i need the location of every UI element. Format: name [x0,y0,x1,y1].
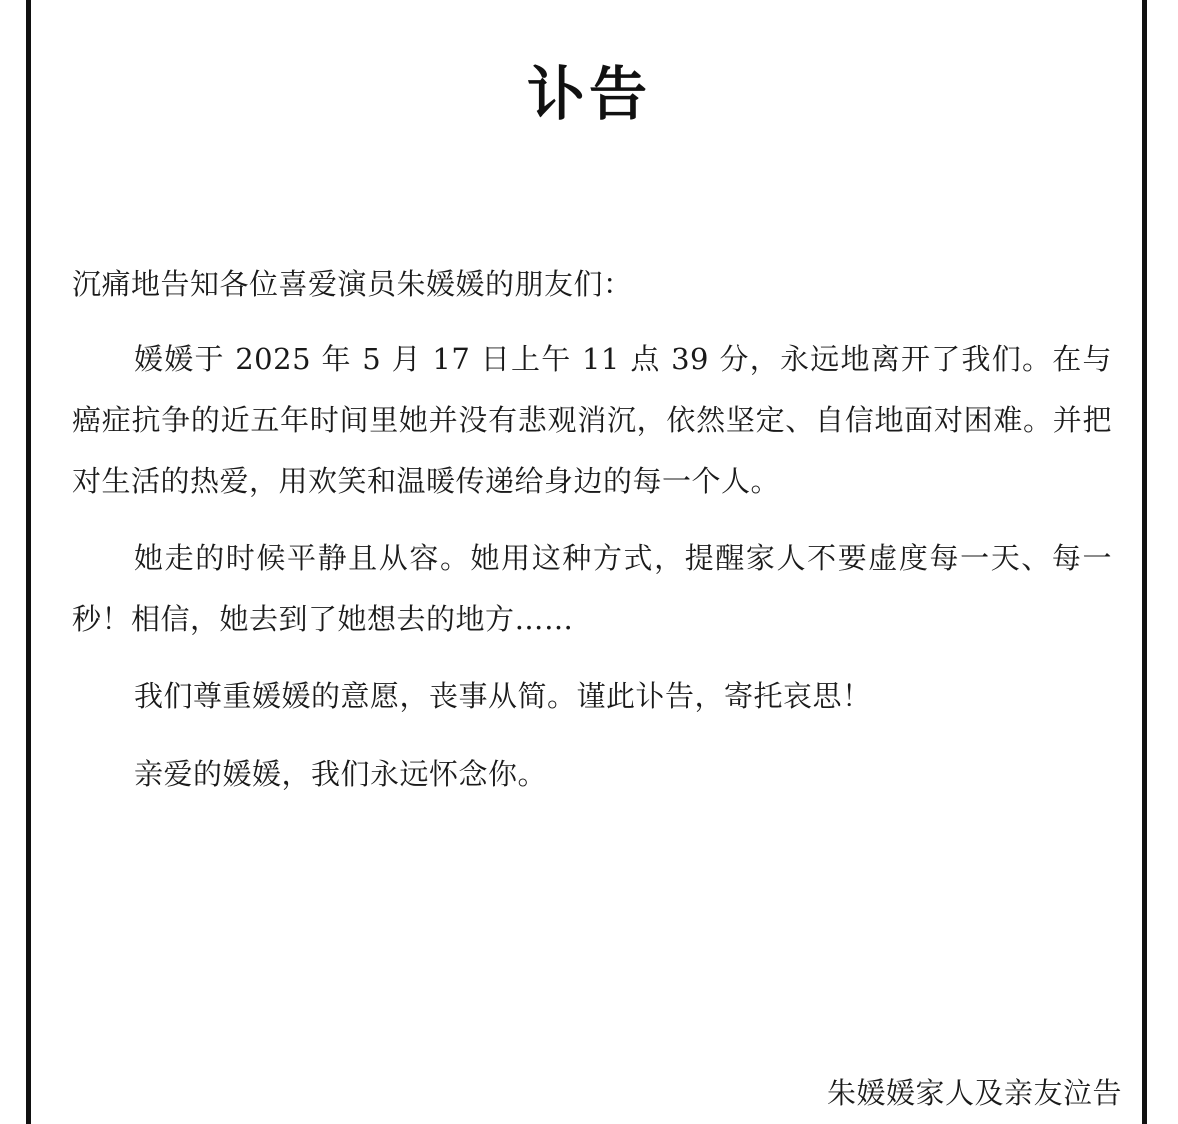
notice-signature: 朱媛媛家人及亲友泣告 [826,1076,1122,1110]
notice-title: 讣告 [526,60,651,128]
notice-paragraph-2: 她走的时候平静且从容。她用这种方式，提醒家人不要虚度每一天、每一秒！相信，她去到了她想去的地方…… [72,541,1112,636]
notice-paragraph-4: 亲爱的媛媛，我们永远怀念你。 [134,757,548,791]
notice-paragraph-1: 媛媛于 2025 年 5 月 17 日上午 11 点 39 分，永远地离开了我们。在与癌症抗争的近五年时间里她并没有悲观消沉，依然坚定、自信地面对困难。并把对生活的热爱，用欢笑和温暖传递给身边的每一个人。 [72,342,1112,498]
notice-paragraph-3: 我们尊重媛媛的意愿，丧事从简。谨此讣告，寄托哀思！ [134,679,872,713]
right-border-line [1142,0,1147,1124]
notice-greeting: 沉痛地告知各位喜爱演员朱媛媛的朋友们： [72,267,633,301]
left-border-line [26,0,31,1124]
